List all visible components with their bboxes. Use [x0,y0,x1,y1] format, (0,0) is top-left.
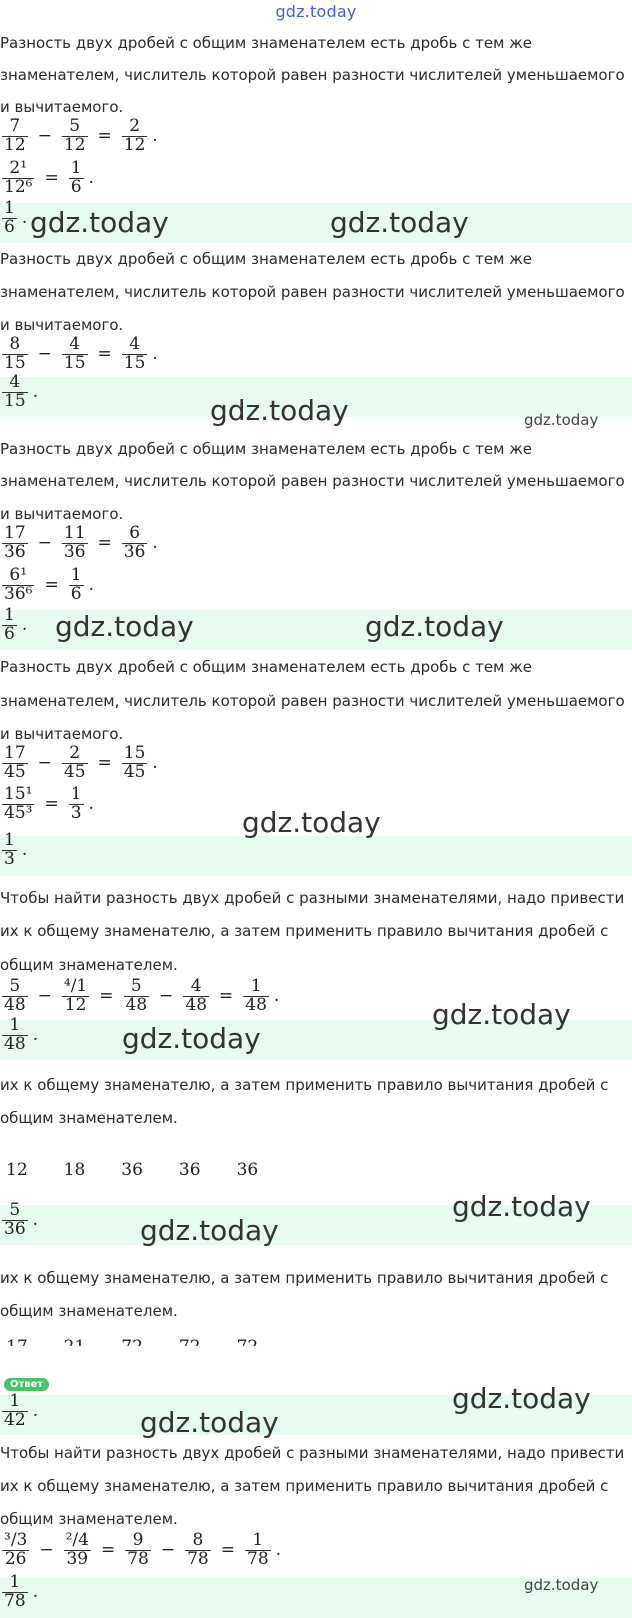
answer: $\frac{1}{48}$ . [4,1015,39,1054]
rule-line: и вычитаемого. [0,505,124,523]
rule-line: знаменателем, числитель которой равен разности числителей уменьшаемого [0,692,625,710]
equation: $\frac{\text{³/3}}{26}$ − $\frac{\text{²/4}}{39}$ = $\frac{9}{78}$ − $\frac{8}{78}$ = $\frac{1}{78}$ . [4,1530,282,1569]
equation: $\frac{17}{45}$ − $\frac{2}{45}$ = $\frac{15}{45}$ . [4,743,158,782]
equation: $\frac{7}{12}$ − $\frac{5}{12}$ = $\frac{2}{12}$ . [4,116,158,155]
equation-reduce: $\frac{\text{2¹}}{\text{12⁶}}$ = $\frac{1}{6}$ . [4,158,94,197]
answer: $\frac{1}{6}$ . [4,605,28,644]
rule-line: Разность двух дробей с общим знаменателем есть дробь с тем же [0,658,532,676]
rule-line: знаменателем, числитель которой равен разности числителей уменьшаемого [0,283,625,301]
watermark: gdz.today [242,806,381,839]
watermark: gdz.today [330,206,469,239]
watermark: gdz.today [55,610,194,643]
watermark: gdz.today [524,411,599,429]
watermark: gdz.today [432,998,571,1031]
watermark: gdz.today [524,1576,599,1594]
answer: $\frac{4}{15}$ . [4,372,39,411]
watermark: gdz.today [452,1382,591,1415]
equation: $\frac{5}{48}$ − $\frac{\text{⁴/1}}{12}$ = $\frac{5}{48}$ − $\frac{4}{48}$ = $\frac{1}{48}$ . [4,976,280,1015]
watermark: gdz.today [140,1406,279,1439]
equation-reduce: $\frac{\text{15¹}}{\text{45³}}$ = $\frac{1}{3}$ . [4,784,94,823]
watermark: gdz.today [365,610,504,643]
rule-line: и вычитаемого. [0,316,124,334]
answer: $\frac{1}{42}$ . [4,1391,39,1430]
rule-line: их к общему знаменателю, а затем применить правило вычитания дробей с [0,1477,609,1495]
rule-line: Разность двух дробей с общим знаменателем есть дробь с тем же [0,250,532,268]
answer-badge: Ответ [4,1378,49,1391]
equation: $\frac{8}{15}$ − $\frac{4}{15}$ = $\frac{4}{15}$ . [4,334,158,373]
rule-line: их к общему знаменателю, а затем применить правило вычитания дробей с [0,1076,609,1094]
watermark: gdz.today [140,1214,279,1247]
rule-line: общим знаменателем. [0,1510,178,1528]
answer: $\frac{1}{6}$ . [4,198,28,237]
rule-line: Разность двух дробей с общим знаменателем есть дробь с тем же [0,440,532,458]
rule-line: знаменателем, числитель которой равен разности числителей уменьшаемого [0,472,625,490]
rule-line: общим знаменателем. [0,1302,178,1320]
clip-mask [0,1346,632,1366]
watermark: gdz.today [30,206,169,239]
rule-line: Разность двух дробей с общим знаменателем есть дробь с тем же [0,34,532,52]
answer: $\frac{1}{3}$ . [4,830,28,869]
rule-line: и вычитаемого. [0,98,124,116]
rule-line: Чтобы найти разность двух дробей с разными знаменателями, надо привести [0,889,625,907]
rule-line: их к общему знаменателю, а затем применить правило вычитания дробей с [0,1269,609,1287]
rule-line: и вычитаемого. [0,725,124,743]
equation: $\frac{17}{36}$ − $\frac{11}{36}$ = $\frac{6}{36}$ . [4,523,158,562]
watermark: gdz.today [122,1022,261,1055]
watermark: gdz.today [452,1190,591,1223]
rule-line: знаменателем, числитель которой равен разности числителей уменьшаемого [0,66,625,84]
rule-line: общим знаменателем. [0,956,178,974]
equation-reduce: $\frac{\text{6¹}}{\text{36⁶}}$ = $\frac{1}{6}$ . [4,565,94,604]
watermark: gdz.today [210,394,349,427]
rule-line: общим знаменателем. [0,1109,178,1127]
answer-band [0,836,632,876]
answer: $\frac{5}{36}$ . [4,1200,39,1239]
answer: $\frac{1}{78}$ . [4,1572,39,1611]
rule-line: их к общему знаменателю, а затем применить правило вычитания дробей с [0,922,609,940]
multiples-row: 12 18 36 36 36 [6,1160,259,1180]
rule-line: Чтобы найти разность двух дробей с разными знаменателями, надо привести [0,1444,625,1462]
top-watermark: gdz.today [275,2,357,21]
